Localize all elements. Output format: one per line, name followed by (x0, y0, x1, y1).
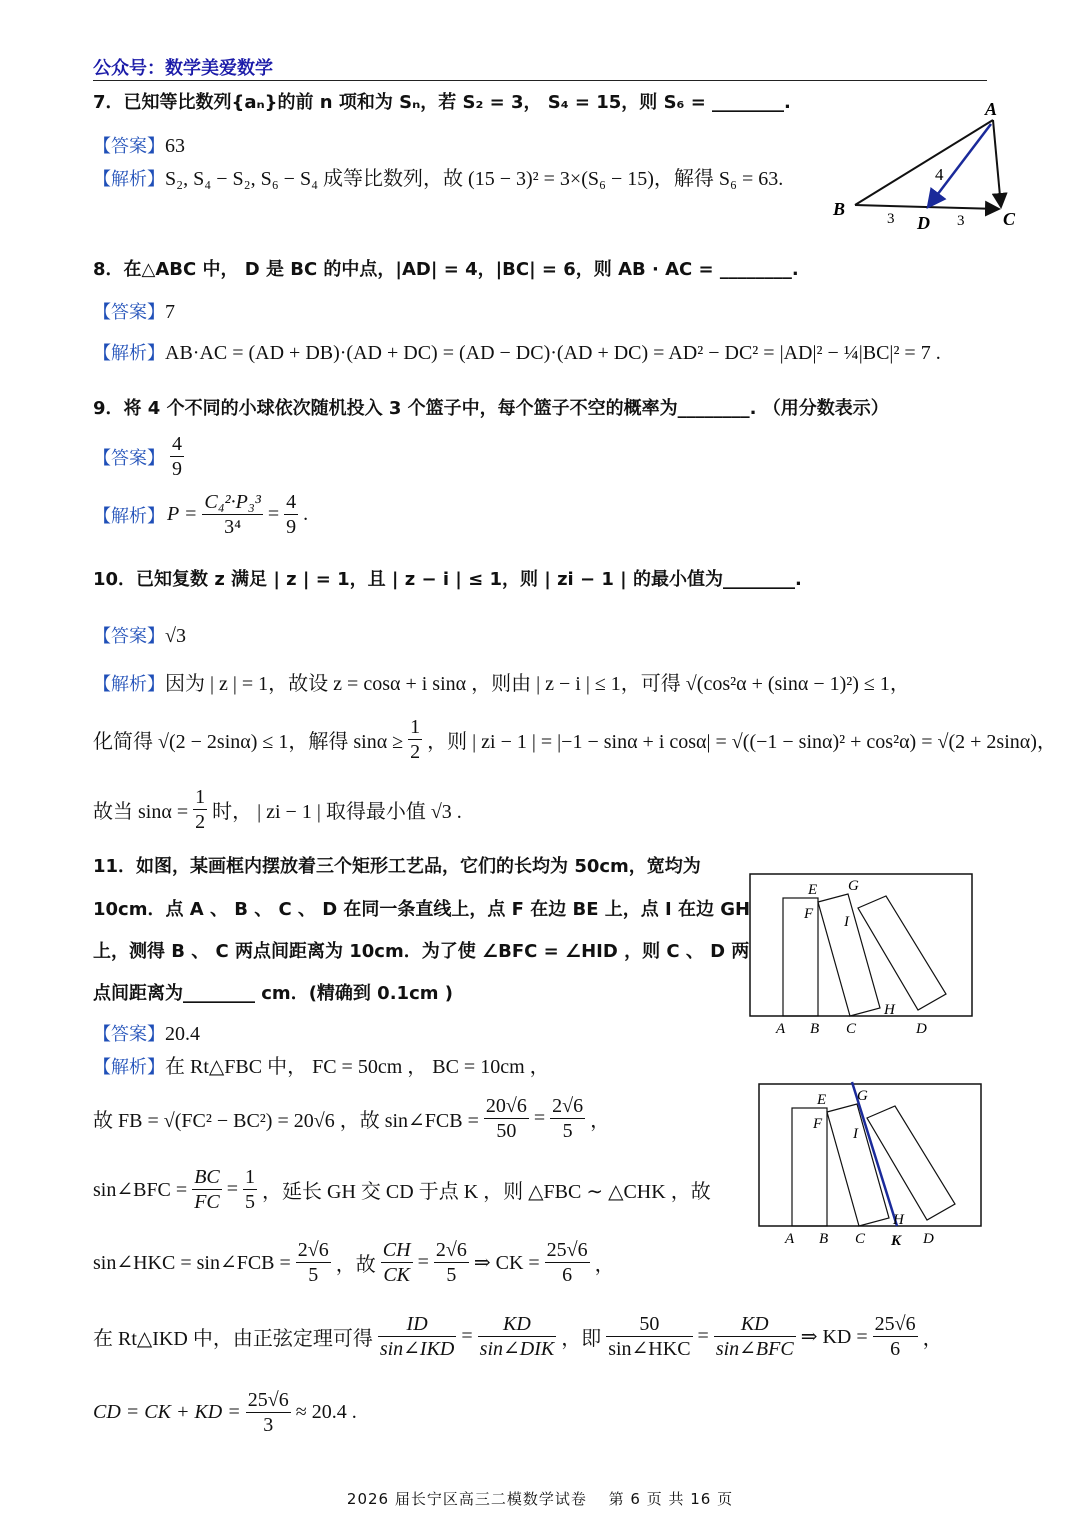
q11-f5d (714, 1312, 796, 1361)
q10-line3b: 时， | zi − 1 | 取得最小值 √3 . (212, 801, 462, 823)
q10-line3a: 故当 sinα = (93, 801, 189, 823)
q11-analysis-6 (93, 1388, 357, 1437)
q11-a6a: CD = CK + KD = (93, 1401, 241, 1423)
label-f: F (804, 906, 814, 922)
fraction-denominator: 50 (496, 1120, 517, 1142)
fraction-denominator: 9 (172, 458, 182, 480)
fraction-numerator: 4 (172, 433, 182, 455)
fraction-denominator: sin∠IKD (379, 1338, 455, 1360)
fraction-numerator: ID (378, 1312, 457, 1337)
q10-question: 10．已知复数 z 满足 | z | = 1，且 | z − i | ≤ 1，则 | zi − 1 | 的最小值为________. (93, 569, 802, 590)
q11-analysis-2 (93, 1094, 610, 1143)
q11-analysis-5 (93, 1312, 943, 1361)
fraction-denominator: 5 (446, 1264, 457, 1286)
q7-analysis (93, 162, 783, 191)
q11-a5b: ，即 (561, 1328, 602, 1350)
q10-line2 (93, 715, 1057, 764)
q11-f3b (243, 1165, 257, 1214)
q11-a4b: ，故 (335, 1254, 376, 1276)
analysis-tag: 【解析】 (93, 343, 165, 364)
label-g: G (857, 1088, 868, 1104)
q11-analysis-4 (93, 1238, 615, 1287)
fraction-denominator: sin∠DIK (479, 1338, 555, 1360)
q10-half-2 (193, 785, 207, 834)
q11-f5e (873, 1312, 918, 1361)
fraction-numerator: 20√6 (485, 1095, 527, 1117)
q9-fraction (202, 490, 262, 539)
fraction-numerator: 2√6 (552, 1095, 584, 1117)
q11-f3a (192, 1165, 222, 1214)
q11-eq: = (417, 1251, 429, 1273)
q11-f4b (381, 1238, 413, 1287)
label-a: A (785, 1231, 795, 1247)
q11-f2a (484, 1094, 529, 1143)
label-d: D (923, 1231, 934, 1247)
label-k: K (891, 1233, 902, 1249)
q8-analysis (93, 339, 941, 365)
q10-line2a: 化简得 √(2 − 2sinα) ≤ 1，解得 sinα ≥ (93, 731, 404, 753)
q11-a1-text: 在 Rt△FBC 中， FC = 50cm ， BC = 10cm ， (165, 1056, 550, 1078)
q11-a5a: 在 Rt△IKD 中，由正弦定理可得 (93, 1328, 373, 1350)
q11-comma: ， (922, 1328, 943, 1350)
q11-question-line1: 11．如图，某画框内摆放着三个矩形工艺品，它们的长均为 50cm，宽均为 (93, 856, 701, 877)
fraction-numerator: KD (714, 1312, 796, 1337)
q11-question-line3: 上，测得 B 、 C 两点间距离为 10cm．为了使 ∠BFC = ∠HID ，则 C 、 D 两 (93, 941, 750, 962)
q11-f4d (545, 1238, 590, 1287)
fraction-numerator: KD (478, 1312, 557, 1337)
analysis-tag: 【解析】 (93, 505, 165, 527)
rectangle-3 (867, 1106, 955, 1220)
label-bd-length: 3 (887, 211, 895, 227)
q11-f4a (296, 1238, 331, 1287)
fraction-denominator: 5 (562, 1120, 573, 1142)
q11-eq: = (697, 1325, 709, 1347)
q11-question-line2: 10cm．点 A 、 B 、 C 、 D 在同一条直线上，点 F 在边 BE 上，点 I 在边 GH (93, 899, 751, 920)
q10-line2b: ，则 | zi − 1 | = |−1 − sinα + i cosα| = √((−1 − sinα)² + cos²α) = √(2 + 2sinα)， (427, 731, 1057, 753)
label-d: D (917, 213, 930, 233)
label-c: C (846, 1021, 857, 1037)
q11-comma: ， (590, 1110, 611, 1132)
fraction-numerator: C₄²·P₃³ (204, 491, 261, 513)
q7-analysis-text: S₂, S₄ − S₂, S₆ − S₄ 成等比数列，故 (15 − 3)² = 3×(S₆ − 15)，解得 S₆ = 63. (165, 168, 784, 190)
q11-answer (93, 1020, 200, 1046)
analysis-tag: 【解析】 (93, 1057, 165, 1078)
fraction-numerator: 25√6 (874, 1313, 916, 1335)
q11-question-line4: 点间距离为________ cm．(精确到 0.1cm ) (93, 983, 453, 1004)
q11-answer-value: 20.4 (165, 1023, 200, 1045)
fraction-denominator: FC (194, 1191, 220, 1213)
q10-line1 (93, 667, 910, 696)
label-b: B (810, 1021, 820, 1037)
q11-a2a: 故 FB = √(FC² − BC²) = 20√6 ，故 sin∠FCB = (93, 1110, 479, 1132)
fraction-denominator: 5 (308, 1264, 319, 1286)
q9-analysis: 【解析】 P = $\frac{\text{C₄²·P₃³}}{\text{3⁴}}$ = $\frac{4}{9}$ . (93, 491, 309, 538)
q7-question: 7．已知等比数列{aₙ}的前 n 项和为 Sₙ，若 S₂ = 3， S₄ = 15，则 S₆ = ________. (93, 92, 791, 113)
fraction-numerator: 25√6 (247, 1389, 289, 1411)
fraction-denominator: 9 (286, 516, 297, 538)
q10-line3 (93, 785, 462, 834)
label-e: E (817, 1092, 827, 1108)
rectangle-2 (827, 1104, 889, 1226)
header-source: 公众号：数学美爱数学 (93, 58, 273, 79)
fraction-denominator: sin∠HKC (608, 1338, 691, 1360)
q11-f5b (478, 1312, 557, 1361)
label-b: B (833, 199, 846, 219)
q10-line1-text: 因为 | z | = 1，故设 z = cosα + i sinα ，则由 | z − i | ≤ 1，可得 √(cos²α + (sinα − 1)²) ≤ 1， (165, 673, 910, 695)
q11-f2b (550, 1094, 585, 1143)
q8-answer-value: 7 (165, 301, 175, 323)
q8-analysis-text: AB·AC = (AD + DB)·(AD + DC) = (AD − DC)·(AD + DC) = AD² − DC² = |AD|² − ¼|BC|² = 7 . (165, 342, 941, 364)
q11-f5a (378, 1312, 457, 1361)
q10-answer (93, 622, 186, 648)
q11-f4c (434, 1238, 469, 1287)
fraction-numerator: 1 (245, 1166, 256, 1188)
label-h: H (884, 1002, 895, 1018)
side-bc (855, 205, 999, 209)
label-i: I (853, 1126, 858, 1142)
rectangle-3 (858, 896, 946, 1010)
side-ba (855, 120, 993, 205)
q11-a4c: ⇒ CK = (473, 1252, 540, 1274)
frame-figure-2 (757, 1080, 987, 1252)
answer-tag: 【答案】 (93, 626, 165, 647)
fraction-denominator: 6 (890, 1338, 901, 1360)
label-i: I (844, 914, 849, 930)
fraction-numerator: BC (194, 1166, 220, 1188)
side-ac (993, 120, 1001, 207)
fraction-numerator: 25√6 (546, 1239, 588, 1261)
q11-a6b: ≈ 20.4 . (295, 1401, 357, 1423)
page-footer: 2026 届长宁区高三二模数学试卷 第 6 页 共 16 页 (346, 1490, 734, 1508)
triangle-figure (825, 95, 1025, 240)
q11-f6 (246, 1388, 291, 1437)
q11-analysis-1 (93, 1050, 550, 1079)
q11-a3a: sin∠BFC = (93, 1179, 188, 1201)
fraction-denominator: 2 (195, 811, 206, 833)
q9-p: P = (167, 503, 198, 525)
q11-a3b: ，延长 GH 交 CD 于点 K ，则 △FBC ∼ △CHK ，故 (262, 1181, 711, 1203)
q11-a4a: sin∠HKC = sin∠FCB = (93, 1252, 291, 1274)
fraction-numerator: 1 (195, 786, 206, 808)
q11-eq: = (533, 1107, 546, 1129)
analysis-tag: 【解析】 (93, 169, 165, 190)
fraction-denominator: 2 (410, 741, 421, 763)
q11-eq: = (226, 1178, 239, 1200)
fraction-denominator: sin∠BFC (715, 1338, 794, 1360)
label-c: C (1003, 209, 1016, 229)
label-b: B (819, 1231, 829, 1247)
label-e: E (808, 882, 818, 898)
q10-half (408, 715, 422, 764)
frame-figure-1 (748, 870, 978, 1040)
fraction-numerator: CH (382, 1239, 411, 1261)
q11-comma: ， (594, 1254, 615, 1276)
q9-result (284, 490, 298, 539)
q8-answer (93, 298, 175, 324)
analysis-tag: 【解析】 (93, 674, 165, 695)
label-f: F (813, 1116, 823, 1132)
answer-tag: 【答案】 (93, 136, 165, 157)
fraction-numerator: 1 (410, 716, 421, 738)
label-a: A (776, 1021, 786, 1037)
fraction-numerator: 2√6 (435, 1239, 467, 1261)
q11-analysis-3 (93, 1165, 711, 1214)
q7-answer (93, 132, 185, 158)
q8-question: 8．在△ABC 中， D 是 BC 的中点，|AD| = 4，|BC| = 6，则 AB · AC = ________. (93, 259, 799, 280)
fraction-numerator: 50 (606, 1312, 692, 1337)
label-c: C (855, 1231, 866, 1247)
q10-answer-value: √3 (165, 625, 186, 647)
answer-tag: 【答案】 (93, 302, 165, 323)
fraction-denominator: 6 (562, 1264, 573, 1286)
q9-answer-fraction (170, 432, 184, 481)
q9-end: . (303, 503, 309, 525)
fraction-numerator: 2√6 (297, 1239, 329, 1261)
q9-answer (93, 432, 187, 481)
label-a: A (985, 99, 998, 119)
q11-a5c: ⇒ KD = (800, 1326, 868, 1348)
fraction-denominator: 3 (263, 1414, 274, 1436)
fraction-denominator: 3⁴ (224, 516, 242, 538)
fraction-denominator: 5 (245, 1191, 256, 1213)
fraction-denominator: CK (383, 1264, 411, 1286)
answer-tag: 【答案】 (93, 1024, 165, 1045)
header-rule (93, 80, 987, 81)
label-ad-length: 4 (935, 165, 944, 184)
rectangle-2 (818, 894, 880, 1016)
q7-answer-value: 63 (165, 135, 185, 157)
label-g: G (848, 878, 859, 894)
q9-question: 9．将 4 个不同的小球依次随机投入 3 个篮子中，每个篮子不空的概率为________. （用分数表示） (93, 398, 889, 419)
label-dc-length: 3 (957, 213, 965, 229)
q11-eq: = (461, 1325, 473, 1347)
label-d: D (916, 1021, 927, 1037)
fraction-numerator: 4 (286, 491, 297, 513)
answer-tag: 【答案】 (93, 447, 165, 469)
q11-f5c (606, 1312, 692, 1361)
label-h: H (893, 1212, 904, 1228)
